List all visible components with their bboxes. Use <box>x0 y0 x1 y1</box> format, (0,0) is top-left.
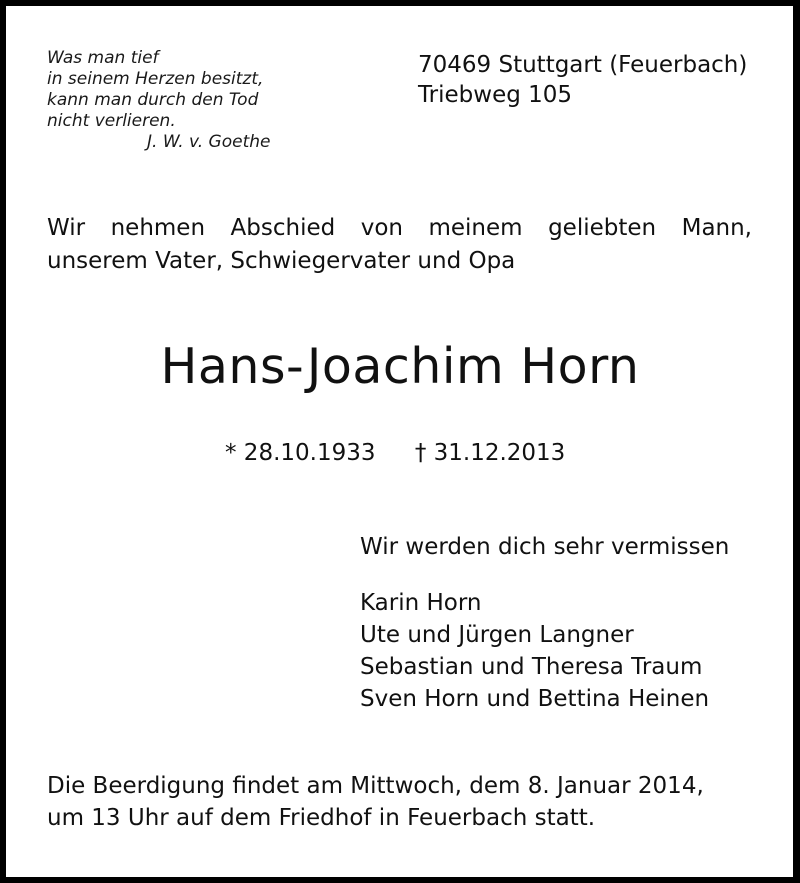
life-dates <box>225 438 565 468</box>
mourner-name: Ute und Jürgen Langner <box>360 622 634 648</box>
intro-word: Wir <box>47 215 86 241</box>
mourner-name: Sven Horn und Bettina Heinen <box>360 686 710 712</box>
intro-word: Abschied <box>230 215 336 241</box>
mourners-list <box>360 587 709 715</box>
intro-word: nehmen <box>110 215 206 241</box>
intro-word: Mann, <box>681 215 752 241</box>
mourner-name: Sebastian und Theresa Traum <box>360 654 703 680</box>
farewell-intro <box>47 212 752 278</box>
family-address <box>418 50 747 110</box>
quote-line: nicht verlieren. <box>47 111 176 131</box>
quote-line: Was man tief <box>47 48 159 68</box>
mourner-name: Karin Horn <box>360 590 482 616</box>
intro-word: geliebten <box>548 215 657 241</box>
funeral-line-1: Die Beerdigung findet am Mittwoch, dem 8. Januar 2014, <box>47 773 704 799</box>
intro-line-2: unserem Vater, Schwiegervater und Opa <box>47 248 516 274</box>
quote-author: J. W. v. Goethe <box>147 132 271 152</box>
intro-word: meinem <box>428 215 523 241</box>
funeral-info <box>47 770 704 834</box>
quote-line: kann man durch den Tod <box>47 90 259 110</box>
address-city: 70469 Stuttgart (Feuerbach) <box>418 52 748 78</box>
funeral-line-2: um 13 Uhr auf dem Friedhof in Feuerbach statt. <box>47 805 596 831</box>
address-street: Triebweg 105 <box>418 82 573 108</box>
deceased-name: Hans-Joachim Horn <box>160 338 640 395</box>
intro-word: von <box>360 215 403 241</box>
death-date: † 31.12.2013 <box>414 440 566 466</box>
closing-line: Wir werden dich sehr vermissen <box>360 534 730 560</box>
goethe-quote <box>47 48 270 153</box>
birth-date: * 28.10.1933 <box>225 440 376 466</box>
quote-line: in seinem Herzen besitzt, <box>47 69 264 89</box>
intro-line-1 <box>47 212 752 245</box>
